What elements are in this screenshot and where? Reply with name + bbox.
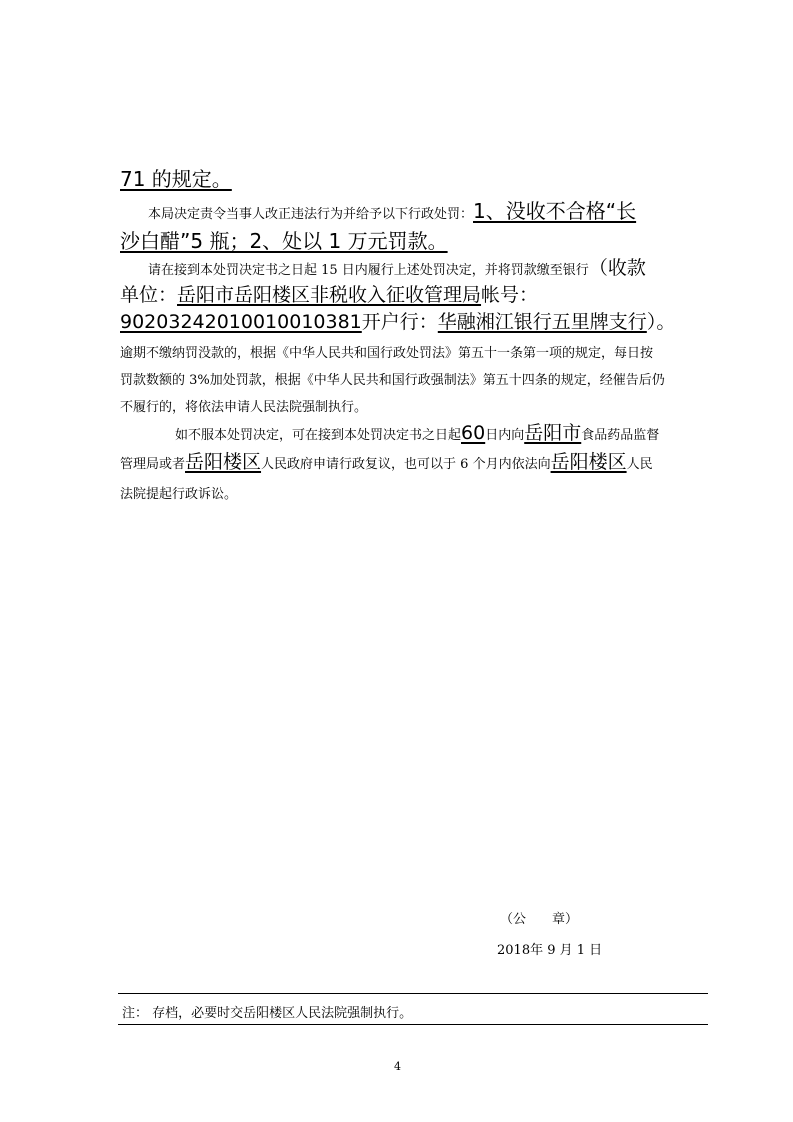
appeal-text-4: 管理局或者 — [120, 457, 186, 472]
appeal-line3: 法院提起行政诉讼。 — [120, 487, 238, 502]
appeal-text-1: 如不服本处罚决定，可在接到本处罚决定书之日起 — [175, 428, 462, 443]
penalty-paragraph-line1 — [148, 195, 636, 224]
penalty-item-1: 1、没收不合格“长 — [473, 199, 637, 223]
bank-label: 开户行： — [361, 311, 438, 333]
payee-name: 岳阳市岳阳楼区非税收入征收管理局 — [177, 284, 482, 306]
overdue-line2: 罚款数额的 3%加处罚款，根据《中华人民共和国行政强制法》第五十四条的规定，经催告后仍 — [120, 373, 665, 388]
appeal-line1 — [175, 418, 659, 445]
payment-open-paren: （收款 — [588, 257, 646, 279]
penalty-intro: 本局决定责令当事人改正违法行为并给予以下行政处罚： — [148, 207, 474, 222]
appeal-district-2: 岳阳楼区 — [550, 451, 627, 473]
appeal-text-2: 日内向 — [485, 428, 525, 443]
overdue-line3: 不履行的，将依法申请人民法院强制执行。 — [120, 400, 368, 415]
payment-instruction: 请在接到本处罚决定书之日起 15 日内履行上述处罚决定，并将罚款缴至银行 — [148, 263, 589, 278]
appeal-text-5: 人民政府申请行政复议，也可以于 6 个月内依法向 — [261, 457, 551, 472]
overdue-line1: 逾期不缴纳罚没款的，根据《中华人民共和国行政处罚法》第五十一条第一项的规定，每日按 — [120, 346, 654, 361]
appeal-city: 岳阳市 — [524, 422, 582, 444]
appeal-district-1: 岳阳楼区 — [185, 451, 262, 473]
payee-label: 单位： — [120, 284, 178, 306]
account-number: 90203242010010010381 — [120, 311, 362, 333]
note-bottom-divider — [118, 1024, 708, 1025]
payment-line3 — [120, 307, 675, 334]
appeal-text-3: 食品药品监督 — [581, 428, 660, 443]
appeal-days: 60 — [461, 422, 486, 444]
appeal-line2 — [120, 447, 653, 474]
payment-line1 — [148, 253, 646, 280]
continued-clause: 71 的规定。 — [120, 167, 232, 191]
issue-date: 2018年 9 月 1 日 — [497, 943, 603, 958]
penalty-paragraph-line2: 沙白醋”5 瓶；2、处以 1 万元罚款。 — [120, 229, 448, 253]
payment-close: ）。 — [646, 311, 676, 333]
note-top-divider — [118, 993, 708, 994]
page-number: 4 — [394, 1060, 401, 1073]
filing-note: 注： 存档，必要时交岳阳楼区人民法院强制执行。 — [122, 1006, 413, 1021]
payment-line2 — [120, 280, 538, 307]
account-label: 帐号： — [481, 284, 539, 306]
official-seal-label: （公 章） — [500, 912, 579, 927]
bank-name: 华融湘江银行五里牌支行 — [437, 311, 647, 333]
appeal-text-6: 人民 — [626, 457, 653, 472]
